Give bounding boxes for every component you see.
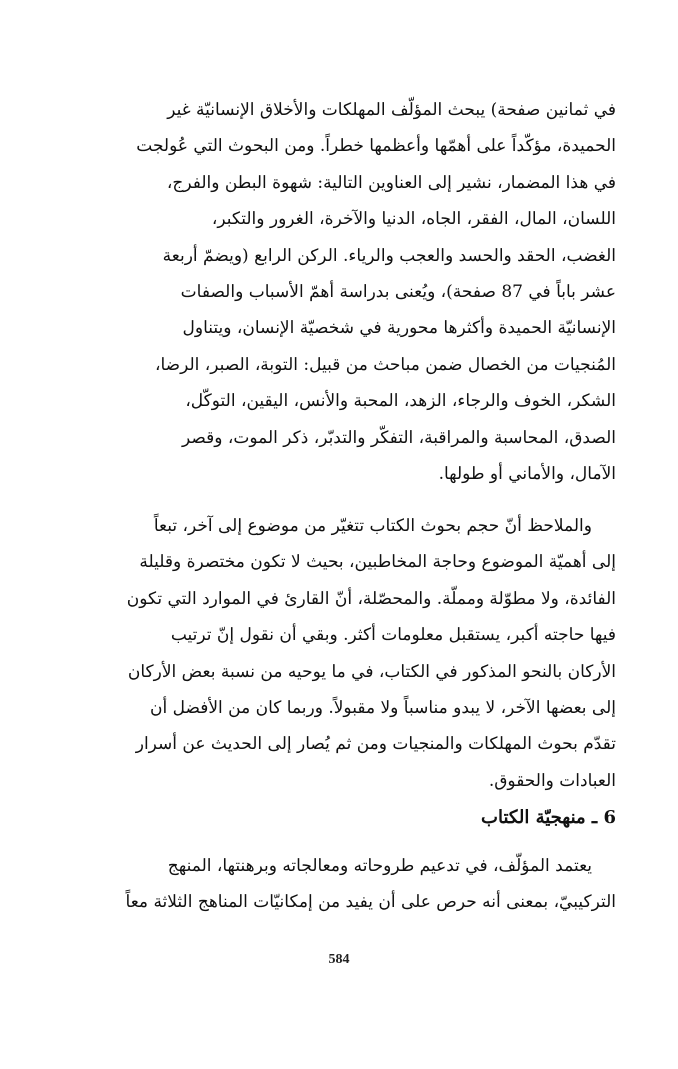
text-line: المُنجيات من الخصال ضمن مباحث من قبيل: التوبة، الصبر، الرضا، bbox=[154, 354, 616, 375]
text-line: التركيبيّ، بمعنى أنه حرص على أن يفيد من إمكانيّات المناهج الثلاثة معاً bbox=[125, 892, 616, 913]
text-line: الأركان بالنحو المذكور في الكتاب، في ما يوحيه من نسبة بعض الأركان bbox=[127, 661, 616, 682]
text-line: عشر باباً في 87 صفحة)، ويُعنى بدراسة أهمّ الأسباب والصفات bbox=[180, 282, 616, 303]
text-line: إلى بعضها الآخر، لا يبدو مناسباً ولا مقبولاً. وربما كان من الأفضل أن bbox=[149, 698, 616, 719]
text-line: تقدّم بحوث المهلكات والمنجيات ومن ثم يُصار إلى الحديث عن أسرار bbox=[135, 734, 616, 755]
text-line: الغضب، الحقد والحسد والعجب والرياء. الركن الرابع (ويضمّ أربعة bbox=[162, 245, 616, 266]
text-line: الإنسانيّة الحميدة وأكثرها محورية في شخصيّة الإنسان، ويتناول bbox=[182, 318, 616, 339]
text-line: والملاحظ أنّ حجم بحوث الكتاب تتغيّر من موضوع إلى آخر، تبعاً bbox=[153, 516, 592, 536]
text-line: اللسان، المال، الفقر، الجاه، الدنيا والآخرة، الغرور والتكبر، bbox=[211, 209, 616, 230]
paragraph-methodology bbox=[86, 848, 616, 921]
text-line: في هذا المضمار، نشير إلى العناوين التالية: شهوة البطن والفرج، bbox=[166, 172, 616, 193]
text-line: العبادات والحقوق. bbox=[488, 770, 616, 791]
text-line: في ثمانين صفحة) يبحث المؤلّف المهلكات والأخلاق الإنسانيّة غير bbox=[167, 100, 616, 120]
text-line: الآمال، والأماني أو طولها. bbox=[438, 464, 616, 485]
paragraph-rukn-descriptions bbox=[86, 92, 616, 492]
paragraph-chapter-sizes bbox=[86, 508, 616, 799]
page-number: 584 bbox=[328, 952, 350, 967]
text-line: الفائدة، ولا مطوّلة ومملّة. والمحصّلة، أنّ القارئ في الموارد التي تكون bbox=[126, 588, 616, 609]
text-line: الصدق، المحاسبة والمراقبة، التفكّر والتدبّر، ذكر الموت، وقصر bbox=[181, 427, 616, 448]
text-line: الشكر، الخوف والرجاء، الزهد، المحبة والأنس، اليقين، التوكّل، bbox=[185, 391, 616, 412]
section-heading: 6 ـ منهجيّة الكتاب bbox=[481, 807, 616, 828]
text-line: فيها حاجته أكبر، يستقبل معلومات أكثر. وبقي أن نقول إنّ ترتيب bbox=[170, 625, 616, 646]
text-line: إلى أهميّة الموضوع وحاجة المخاطبين، بحيث لا تكون مختصرة وقليلة bbox=[139, 552, 616, 573]
text-line: الحميدة، مؤكّداً على أهمّها وأعظمها خطراً. ومن البحوث التي عُولجت bbox=[136, 136, 616, 157]
text-line: يعتمد المؤلّف، في تدعيم طروحاته ومعالجاته وبرهنتها، المنهج bbox=[167, 856, 592, 876]
